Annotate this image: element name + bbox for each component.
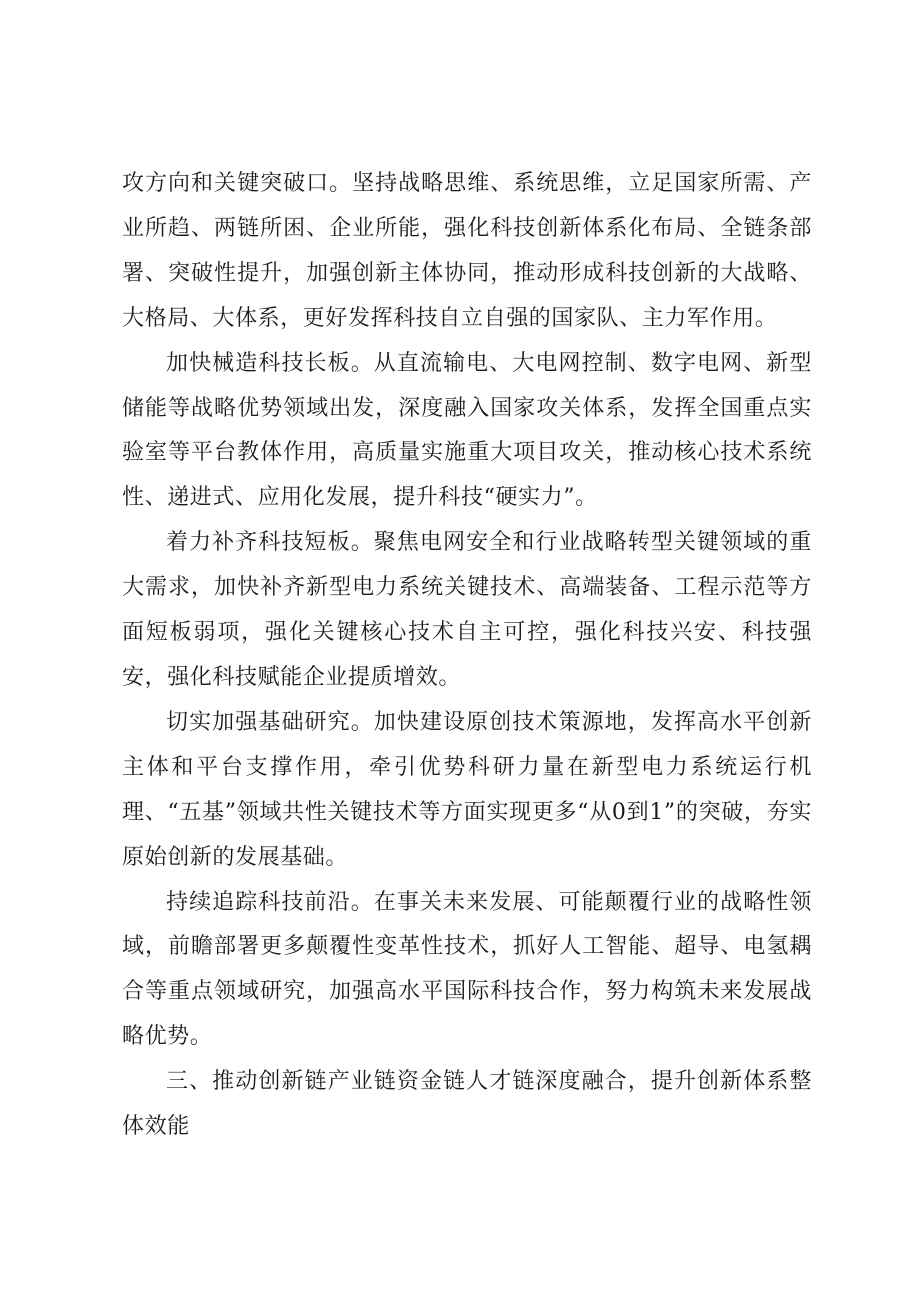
paragraph-basic-research: 切实加强基础研究。加快建设原创技术策源地，发挥高水平创新主体和平台支撑作用，牵引优势科研力量在新型电力系统运行机理、“五基”领域共性关键技术等方面实现更多“从0到1”的突破，夯实原始创新的发展基础。 <box>122 709 812 870</box>
section-heading-three: 三、推动创新链产业链资金链人才链深度融合，提升创新体系整体效能 <box>122 1069 812 1140</box>
paragraph-frontier-tracking: 持续追踪科技前沿。在事关未来发展、可能颠覆行业的战略性领域，前瞻部署更多颠覆性变革性技术，抓好人工智能、超导、电氢耦合等重点领域研究，加强高水平国际科技合作，努力构筑未来发展战略优势。 <box>122 889 812 1050</box>
paragraph-fill-gaps: 着力补齐科技短板。聚焦电网安全和行业战略转型关键领域的重大需求，加快补齐新型电力系统关键技术、高端装备、工程示范等方面短板弱项，强化关键核心技术自主可控，强化科技兴安、科技强安，强化科技赋能企业提质增效。 <box>122 530 812 690</box>
paragraph-strengthen-advantages: 加快械造科技长板。从直流输电、大电网控制、数字电网、新型储能等战略优势领域出发，深度融入国家攻关体系，发挥全国重点实验室等平台教体作用，高质量实施重大项目攻关，推动核心技术系统性、递进式、应用化发展，提升科技“硬实力”。 <box>122 350 812 511</box>
document-body <box>122 162 812 1150</box>
paragraph-continuation: 攻方向和关键突破口。坚持战略思维、系统思维，立足国家所需、产业所趋、两链所困、企业所能，强化科技创新体系化布局、全链条部署、突破性提升，加强创新主体协同，推动形成科技创新的大战略、大格局、大体系，更好发挥科技自立自强的国家队、主力军作用。 <box>122 171 812 331</box>
